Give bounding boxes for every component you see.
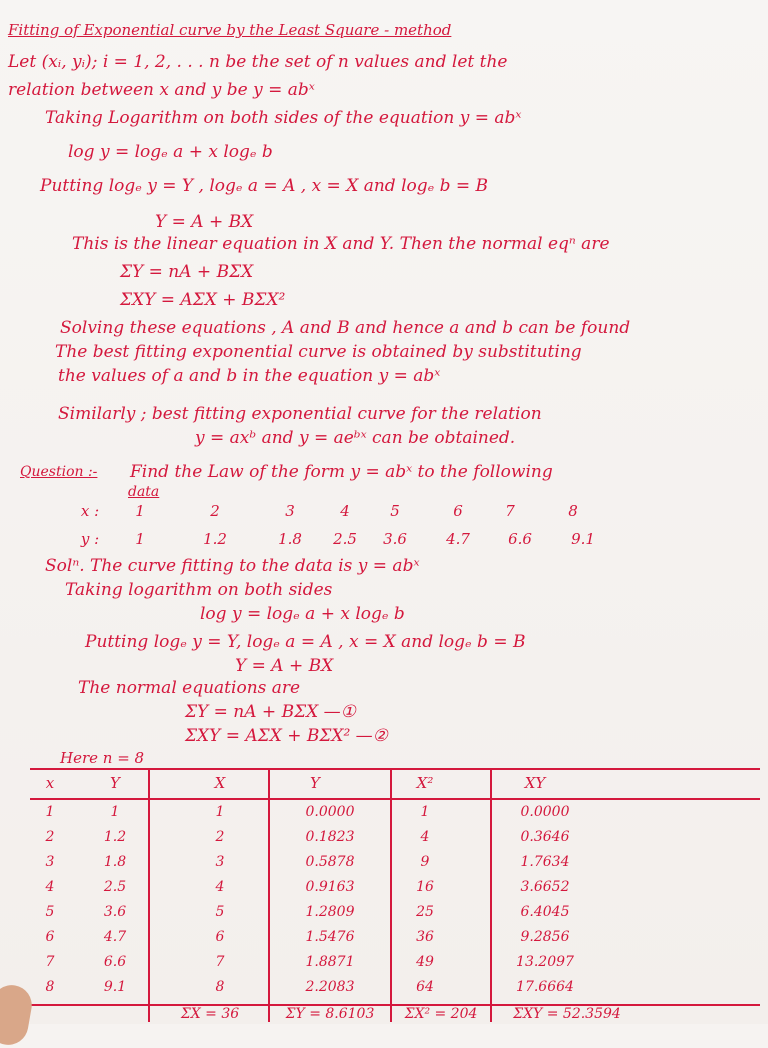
x-value: 3 (285, 502, 295, 520)
table-column-divider (490, 768, 492, 1022)
table-cell: 1.2 (103, 829, 127, 845)
x-value: 2 (210, 502, 220, 520)
table-cell: 1.7634 (520, 854, 570, 870)
table-cell: 3.6 (103, 904, 127, 920)
intro-line-13: Similarly ; best fitting exponential curve for the relation (58, 404, 542, 424)
table-cell: 1.5476 (305, 929, 355, 945)
table-cell: 1 (215, 804, 225, 820)
intro-line-3: Taking Logarithm on both sides of the equation y = abˣ (45, 108, 522, 128)
intro-line-6: Y = A + BX (155, 212, 254, 232)
table-header-cell: X² (416, 774, 434, 792)
table-cell: 64 (416, 979, 434, 995)
table-cell: 1.8 (103, 854, 127, 870)
sum-y: ΣY = 8.6103 (285, 1006, 375, 1022)
table-cell: 0.9163 (305, 879, 355, 895)
question-line-2: data (128, 484, 160, 500)
solution-line-9: Here n = 8 (60, 749, 145, 767)
data-row-x (0, 502, 768, 522)
x-row-label: x : (80, 502, 100, 520)
sum-xy: ΣXY = 52.3594 (513, 1006, 621, 1022)
solution-line-1: Solⁿ. The curve fitting to the data is y = abˣ (45, 556, 420, 576)
y-value: 1 (135, 530, 145, 548)
table-cell: 6.6 (103, 954, 127, 970)
table-cell: 5 (45, 904, 55, 920)
y-value: 3.6 (383, 530, 407, 548)
table-cell: 6 (215, 929, 225, 945)
intro-line-14: y = axᵇ and y = aeᵇˣ can be obtained. (195, 428, 516, 448)
solution-line-4: Putting logₑ y = Y, logₑ a = A , x = X and logₑ b = B (85, 632, 526, 652)
table-cell: 0.3646 (520, 829, 570, 845)
y-value: 2.5 (333, 530, 357, 548)
x-value: 5 (390, 502, 400, 520)
table-cell: 4 (215, 879, 225, 895)
table-cell: 25 (416, 904, 434, 920)
table-cell: 8 (215, 979, 225, 995)
solution-line-7: ΣY = nA + BΣX —① (185, 702, 356, 722)
y-value: 1.8 (278, 530, 302, 548)
table-cell: 5 (215, 904, 225, 920)
solution-line-5: Y = A + BX (235, 656, 334, 676)
table-cell: 9.1 (103, 979, 127, 995)
y-value: 9.1 (571, 530, 595, 548)
intro-line-11: The best fitting exponential curve is obtained by substituting (55, 342, 582, 362)
y-row-label: y : (80, 530, 100, 548)
solution-line-6: The normal equations are (78, 678, 301, 698)
table-cell: 2.2083 (305, 979, 355, 995)
intro-line-7: This is the linear equation in X and Y. Then the normal eqⁿ are (72, 234, 610, 254)
table-header-cell: X (214, 774, 226, 792)
solution-line-3: log y = logₑ a + x logₑ b (200, 604, 405, 624)
table-cell: 49 (416, 954, 434, 970)
table-cell: 16 (416, 879, 434, 895)
sum-x: ΣX = 36 (180, 1006, 240, 1022)
table-header-cell: Y (110, 774, 120, 792)
intro-line-12: the values of a and b in the equation y = abˣ (58, 366, 441, 386)
x-value: 7 (505, 502, 515, 520)
table-header-cell: XY (524, 774, 546, 792)
y-value: 6.6 (508, 530, 532, 548)
question-line-1: Find the Law of the form y = abˣ to the following (130, 462, 553, 482)
table-header-cell: x (45, 774, 55, 792)
y-value: 1.2 (203, 530, 227, 548)
sum-x2: ΣX² = 204 (404, 1006, 478, 1022)
table-cell: 4 (45, 879, 55, 895)
solution-line-8: ΣXY = AΣX + BΣX² —② (185, 726, 388, 746)
x-value: 6 (453, 502, 463, 520)
table-cell: 6 (45, 929, 55, 945)
intro-line-4: log y = logₑ a + x logₑ b (68, 142, 273, 162)
x-value: 4 (340, 502, 350, 520)
table-cell: 1 (420, 804, 430, 820)
data-row-y (0, 530, 768, 550)
y-value: 4.7 (446, 530, 470, 548)
table-cell: 0.0000 (305, 804, 355, 820)
table-cell: 3 (45, 854, 55, 870)
x-value: 8 (568, 502, 578, 520)
table-cell: 2.5 (103, 879, 127, 895)
table-cell: 13.2097 (516, 954, 574, 970)
intro-line-9: ΣXY = AΣX + BΣX² (120, 290, 286, 310)
intro-line-8: ΣY = nA + BΣX (120, 262, 254, 282)
intro-line-1: Let (xᵢ, yᵢ); i = 1, 2, . . . n be the set of n values and let the (8, 52, 508, 72)
table-cell: 6.4045 (520, 904, 570, 920)
x-value: 1 (135, 502, 145, 520)
table-column-divider (268, 768, 270, 1022)
table-cell: 7 (215, 954, 225, 970)
table-column-divider (390, 768, 392, 1022)
table-cell: 2 (215, 829, 225, 845)
table-header-border (30, 798, 760, 800)
question-label: Question :- (20, 464, 98, 480)
table-cell: 4 (420, 829, 430, 845)
table-cell: 2 (45, 829, 55, 845)
table-cell: 9 (420, 854, 430, 870)
table-cell: 17.6664 (516, 979, 574, 995)
solution-line-2: Taking logarithm on both sides (65, 580, 333, 600)
table-cell: 7 (45, 954, 55, 970)
table-cell: 9.2856 (520, 929, 570, 945)
table-cell: 1 (45, 804, 55, 820)
table-cell: 0.0000 (520, 804, 570, 820)
table-cell: 36 (416, 929, 434, 945)
table-cell: 0.1823 (305, 829, 355, 845)
table-column-divider (148, 768, 150, 1022)
table-cell: 1.8871 (305, 954, 355, 970)
intro-line-2: relation between x and y be y = abˣ (8, 80, 315, 100)
table-cell: 1.2809 (305, 904, 355, 920)
intro-line-10: Solving these equations , A and B and hence a and b can be found (60, 318, 631, 338)
table-header-cell: Y (310, 774, 320, 792)
table-cell: 4.7 (103, 929, 127, 945)
table-top-border (30, 768, 760, 770)
table-cell: 1 (110, 804, 120, 820)
calculation-table (30, 768, 760, 1022)
intro-line-5: Putting logₑ y = Y , logₑ a = A , x = X and logₑ b = B (40, 176, 489, 196)
table-cell: 3 (215, 854, 225, 870)
table-cell: 3.6652 (520, 879, 570, 895)
table-cell: 8 (45, 979, 55, 995)
page-title: Fitting of Exponential curve by the Least Square - method (8, 21, 452, 39)
table-cell: 0.5878 (305, 854, 355, 870)
